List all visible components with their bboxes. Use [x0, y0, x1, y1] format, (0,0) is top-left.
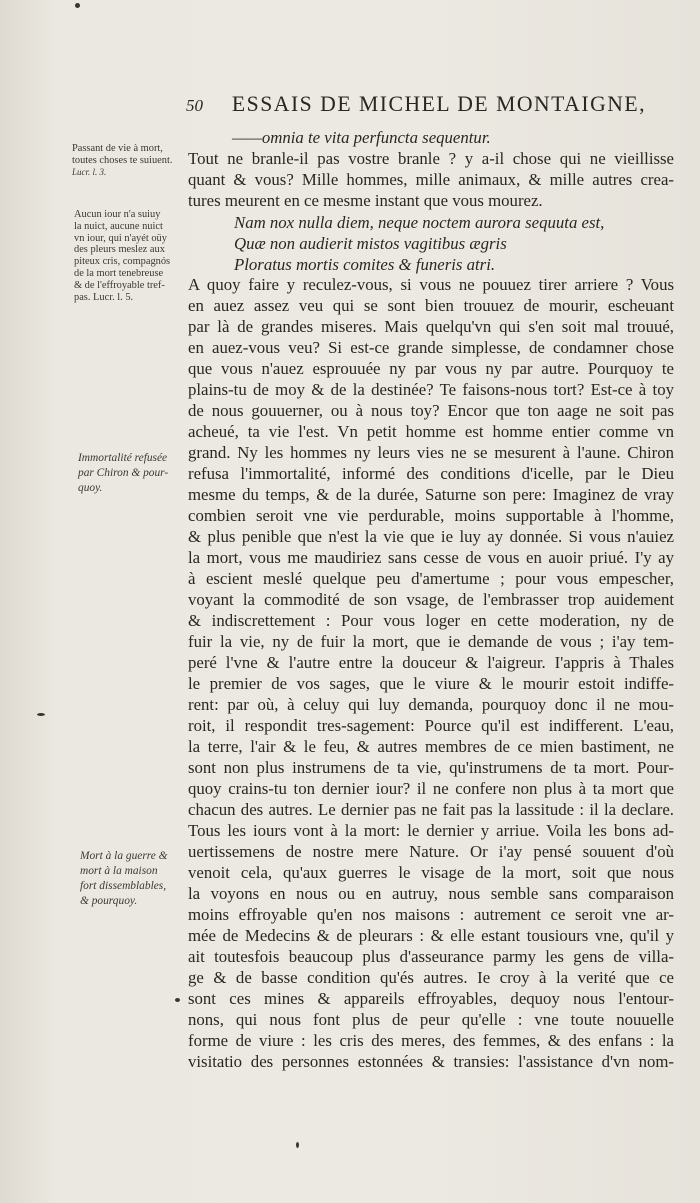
text-line: que vous n'auez esprouuée ny par vous ny par autre. Pourquoy te	[188, 359, 674, 378]
margin-note-line: Passant de vie à mort,	[72, 143, 163, 154]
text-line: forme de viure : les cris des meres, des femmes, & des enfans : la	[188, 1031, 674, 1050]
margin-note-line: quoy.	[78, 482, 103, 494]
text-line: acheué, ta vie l'est. Vn petit homme est homme entier comme vn	[188, 422, 674, 441]
text-line: A quoy faire y reculez-vous, si vous ne pouuez tirer arriere ? Vous	[188, 275, 674, 294]
ink-spot	[37, 713, 45, 716]
text-line: plains-tu de moy & de la destinée? Te faisons-nous tort? Est-ce à toy	[188, 380, 674, 399]
text-line: le premier de vos sages, que le viure & le mourir estoit indiffe-	[188, 674, 674, 693]
verse-line: Nam nox nulla diem, neque noctem aurora sequuta est,	[234, 213, 605, 232]
text-line: fuir la vie, ny de fuir la mort, que ie demande de vous ; i'ay tem-	[188, 632, 674, 651]
text-line: ge & de basse condition qu'és autres. Ie croy à la verité que ce	[188, 968, 674, 987]
text-line: moins effroyable qu'en nos maisons : autrement ce seroit vne ar-	[188, 905, 674, 924]
text-line: uertissemens de nostre mere Nature. Or i'ay pensé souuent d'où	[188, 842, 674, 861]
margin-note-line: mort à la maison	[80, 865, 158, 877]
margin-note	[80, 849, 168, 909]
text-line: & plus penible que n'est la vie que ie luy ay donnée. Si vous n'auiez	[188, 527, 674, 546]
text-line: tures meurent en ce mesme instant que vous mourez.	[188, 191, 543, 210]
text-line: par là de grandes miseres. Mais quelqu'vn qui s'en soit mal trouué,	[188, 317, 674, 336]
text-line: Tout ne branle-il pas vostre branle ? y a-il chose qui ne vieillisse	[188, 149, 674, 168]
margin-note-line: des pleurs meslez aux	[74, 244, 165, 256]
running-header	[186, 92, 646, 117]
text-line: sont non plus instrumens de ta vie, qu'instrumens de ta mort. Pour-	[188, 758, 674, 777]
ink-spot	[75, 3, 80, 8]
text-line: à escient meslé quelque peu d'amertume ; pour vous empescher,	[188, 569, 674, 588]
text-line: roit, il respondit tres-sagement: Pource qu'il est indifferent. L'eau,	[188, 716, 674, 735]
margin-note-line: pas. Lucr. l. 5.	[74, 291, 134, 303]
text-line: peré l'vne & l'autre entre la douceur & l'aigreur. I'appris à Thales	[188, 653, 674, 672]
text-line: la mort, vous me maudiriez sans cesse de vous en auoir priué. I'y ay	[188, 548, 674, 567]
text-line: en auez assez veu qui se sont bien trouuez de mourir, escheuant	[188, 296, 674, 315]
verse-line: ——omnia te vita perfuncta sequentur.	[232, 128, 491, 147]
margin-note-line: piteux cris, compagnós	[74, 256, 171, 268]
text-line: la voyons en nous ou en autruy, nous semble sans comparaison	[188, 884, 674, 903]
text-line: voyant la commodité de son vsage, de l'embrasser trop auidement	[188, 590, 674, 609]
text-line: en auez-vous veu? Si est-ce grande simplesse, de condamner chose	[188, 338, 674, 357]
margin-note-line: fort dissemblables,	[80, 880, 167, 892]
margin-note-line: Lucr. l. 3.	[72, 166, 107, 177]
margin-note-line: toutes choses te suiuent.	[72, 154, 173, 166]
verse-line: Quæ non audierit mistos vagitibus ægris	[234, 234, 507, 253]
text-line: sont ces mines & appareils effroyables, dequoy nous l'entour-	[188, 989, 674, 1008]
text-line: visitatio des personnes estonnées & transies: l'assistance d'vn nom-	[188, 1052, 674, 1071]
text-line: nons, qui nous font plus de peur qu'elle : vne toute nouuelle	[188, 1010, 674, 1029]
page-number: 50	[186, 96, 203, 115]
text-line: quoy crains-tu ton dernier iour? il ne confere non plus à ta mort que	[188, 779, 674, 798]
margin-note-line: la nuict, aucune nuict	[74, 220, 163, 232]
margin-note	[78, 451, 168, 496]
text-line: venoit cela, qu'aux guerres le visage de la mort, soit que nous	[188, 863, 674, 882]
text-line: mée de Medecins & de pleurars : & elle estant tousiours vne, qu'il y	[188, 926, 674, 945]
margin-note-line: par Chiron & pour-	[78, 467, 169, 479]
text-line: grand. Ny les hommes ny leurs vies ne se mesurent à l'aune. Chiron	[188, 443, 674, 462]
text-line: combien seroit vne vie perdurable, moins supportable à l'homme,	[188, 506, 674, 525]
text-line: quant & vous? Mille hommes, mille animaux, & mille autres crea-	[188, 170, 674, 189]
margin-note-line: Aucun iour n'a suiuy	[74, 209, 161, 220]
margin-note-line: Immortalité refusée	[78, 452, 168, 464]
margin-note	[72, 143, 172, 178]
margin-note-line: & pourquoy.	[80, 895, 138, 907]
text-line: Tous les iours vont à la mort: le dernier y arriue. Voila les bons ad-	[188, 821, 674, 840]
margin-note-line: de la mort tenebreuse	[74, 267, 164, 279]
text-line: ait toutesfois beaucoup plus d'asseurance parmy les gens de villa-	[188, 947, 674, 966]
margin-note-line: Mort à la guerre &	[80, 850, 168, 862]
ink-spot	[175, 998, 180, 1002]
text-line: chacun des autres. Le dernier pas ne fait pas la lassitude : il la declare.	[188, 800, 674, 819]
text-line: refusa l'immortalité, informé des conditions d'icelle, par le Dieu	[188, 464, 674, 483]
running-title: ESSAIS DE MICHEL DE MONTAIGNE,	[231, 92, 647, 116]
margin-note-line: & de l'effroyable tref-	[74, 279, 165, 291]
margin-note	[74, 209, 170, 303]
text-line: mesme du temps, & de la durée, Saturne son pere: Imaginez de vray	[188, 485, 674, 504]
ink-spot	[296, 1142, 299, 1148]
text-line: & indiscrettement : Pour vous loger en cette moderation, ny de	[188, 611, 674, 630]
margin-note-line: vn iour, qui n'ayét oüy	[74, 232, 167, 244]
text-line: de nous gouuerner, ou à nous toy? Encor que ton aage ne soit pas	[188, 401, 674, 420]
text-line: rent: par où, à celuy qui luy demanda, pourquoy donc il ne mou-	[188, 695, 674, 714]
text-line: la terre, l'air & le feu, & autres membres de ce mien bastiment, ne	[188, 737, 674, 756]
verse-line: Ploratus mortis comites & funeris atri.	[234, 255, 496, 274]
